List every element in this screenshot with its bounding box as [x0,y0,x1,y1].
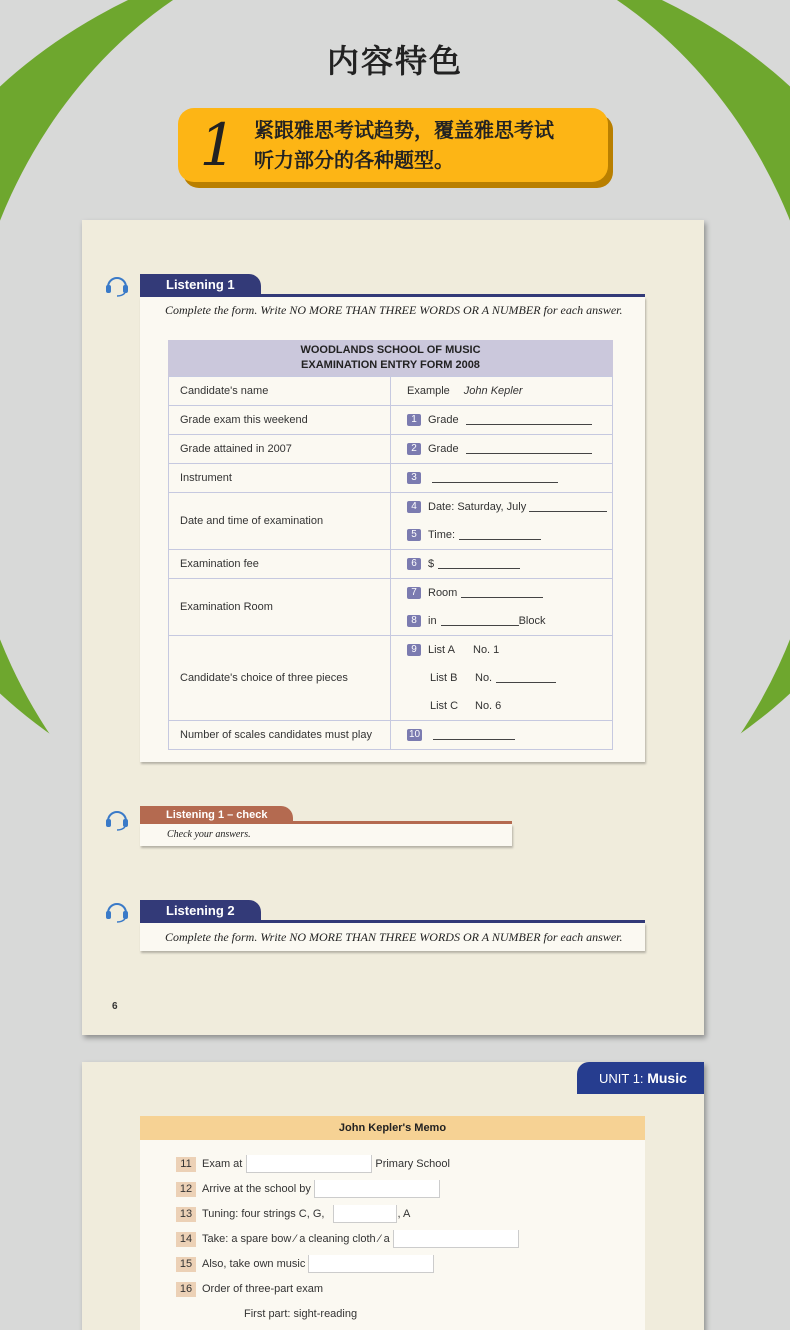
memo-text: Arrive at the school by [202,1183,311,1195]
table-row [169,435,613,464]
feature-banner [178,108,608,182]
memo-number: 11 [176,1157,196,1172]
table-row [169,579,613,636]
row-label: Examination Room [169,579,391,636]
headphones-icon [104,272,130,298]
question-number: 3 [407,472,421,484]
check-instruction: Check your answers. [167,829,251,840]
answer-blank[interactable] [461,588,543,598]
entry-form-table [168,376,613,750]
memo-text: Exam at [202,1158,243,1170]
memo-text: Also, take own music [202,1258,306,1270]
memo-item [176,1180,440,1198]
field-text: Date: Saturday, July [428,501,527,513]
list-name: List B [430,672,458,684]
feature-line-2: 听力部分的各种题型。 [254,148,454,172]
example-label: Example [407,385,450,397]
row-label: Instrument [169,464,391,493]
memo-text: Order of three-part exam [202,1283,324,1295]
unit-prefix: UNIT 1: [599,1071,644,1086]
list-name: List C [430,700,459,712]
feature-number: 1 [199,111,237,179]
listening-1-check-tab: Listening 1 – check [140,806,293,824]
memo-number: 14 [176,1232,196,1247]
form-title-line-1: WOODLANDS SCHOOL OF MUSIC [300,344,481,356]
memo-answer-box[interactable] [308,1255,434,1273]
memo-item [176,1255,434,1273]
answer-blank[interactable] [459,530,541,540]
list-piece: No. 6 [475,700,502,712]
answer-blank[interactable] [466,415,592,425]
field-text: Grade [428,443,459,455]
form-title-line-2: EXAMINATION ENTRY FORM 2008 [301,359,480,371]
memo-item [176,1230,519,1248]
form-title [168,340,613,376]
question-number: 10 [409,729,421,740]
field-text: Block [518,615,546,627]
field-text: in [428,615,437,627]
question-number: 9 [407,644,421,656]
memo-item [176,1155,450,1173]
memo-text: Take: a spare bow ⁄ a cleaning cloth ⁄ a [202,1233,390,1245]
memo-text: Tuning: four strings C, G, [202,1208,325,1220]
field-text: Room [428,587,458,599]
memo-subitem [244,1305,357,1323]
answer-blank[interactable] [466,444,592,454]
unit-name: Music [647,1070,687,1086]
listening-2-instruction: Complete the form. Write NO MORE THAN THREE WORDS OR A NUMBER for each answer. [165,930,623,944]
question-number: 7 [407,587,421,599]
listening-2-tab: Listening 2 [140,900,261,922]
feature-text [254,115,554,175]
answer-blank[interactable] [441,616,519,626]
row-label: Examination fee [169,550,391,579]
list-piece: No. 1 [473,644,500,656]
memo-number: 15 [176,1257,196,1272]
memo-answer-box[interactable] [333,1205,397,1223]
memo-answer-box[interactable] [314,1180,440,1198]
table-row [169,377,613,406]
memo-title: John Kepler's Memo [140,1116,645,1140]
table-row [169,493,613,550]
feature-line-1: 紧跟雅思考试趋势，覆盖雅思考试 [254,118,554,142]
row-label: Grade attained in 2007 [169,435,391,464]
list-name: List A [428,644,455,656]
question-number: 2 [407,443,421,455]
page-title: 内容特色 [326,42,463,80]
question-number: 8 [407,615,421,627]
memo-text: Primary School [375,1158,450,1170]
row-label: Grade exam this weekend [169,406,391,435]
question-number: 6 [407,558,421,570]
field-text: Time: [428,529,456,541]
headphones-icon [104,806,130,832]
table-row [169,406,613,435]
listening-1-instruction: Complete the form. Write NO MORE THAN THREE WORDS OR A NUMBER for each answer. [165,303,623,317]
example-answer: John Kepler [463,385,523,397]
memo-item [176,1280,323,1298]
question-number: 1 [407,414,421,426]
answer-blank[interactable] [496,673,556,683]
page-number: 6 [112,1001,118,1012]
memo-number: 13 [176,1207,196,1222]
answer-blank[interactable] [432,473,558,483]
table-row [169,464,613,493]
listening-1-tab: Listening 1 [140,274,261,296]
memo-number: 16 [176,1282,196,1297]
memo-item [176,1205,410,1223]
row-label: Candidate's name [169,377,391,406]
memo-text: , A [397,1208,411,1220]
row-label: Date and time of examination [169,493,391,550]
field-text: $ [428,558,435,570]
question-number: 5 [407,529,421,541]
table-row [169,550,613,579]
row-label: Number of scales candidates must play [169,721,391,750]
answer-blank[interactable] [529,502,607,512]
memo-answer-box[interactable] [246,1155,372,1173]
answer-blank[interactable] [438,559,520,569]
table-row [169,636,613,721]
table-row [169,721,613,750]
list-piece: No. [475,672,493,684]
field-text: Grade [428,414,459,426]
headphones-icon [104,898,130,924]
row-label: Candidate's choice of three pieces [169,636,391,721]
answer-blank[interactable] [433,730,515,740]
memo-number: 12 [176,1182,196,1197]
memo-text: First part: sight-reading [244,1308,358,1320]
unit-tab [577,1062,704,1094]
memo-answer-box[interactable] [393,1230,519,1248]
question-number: 4 [407,501,421,513]
